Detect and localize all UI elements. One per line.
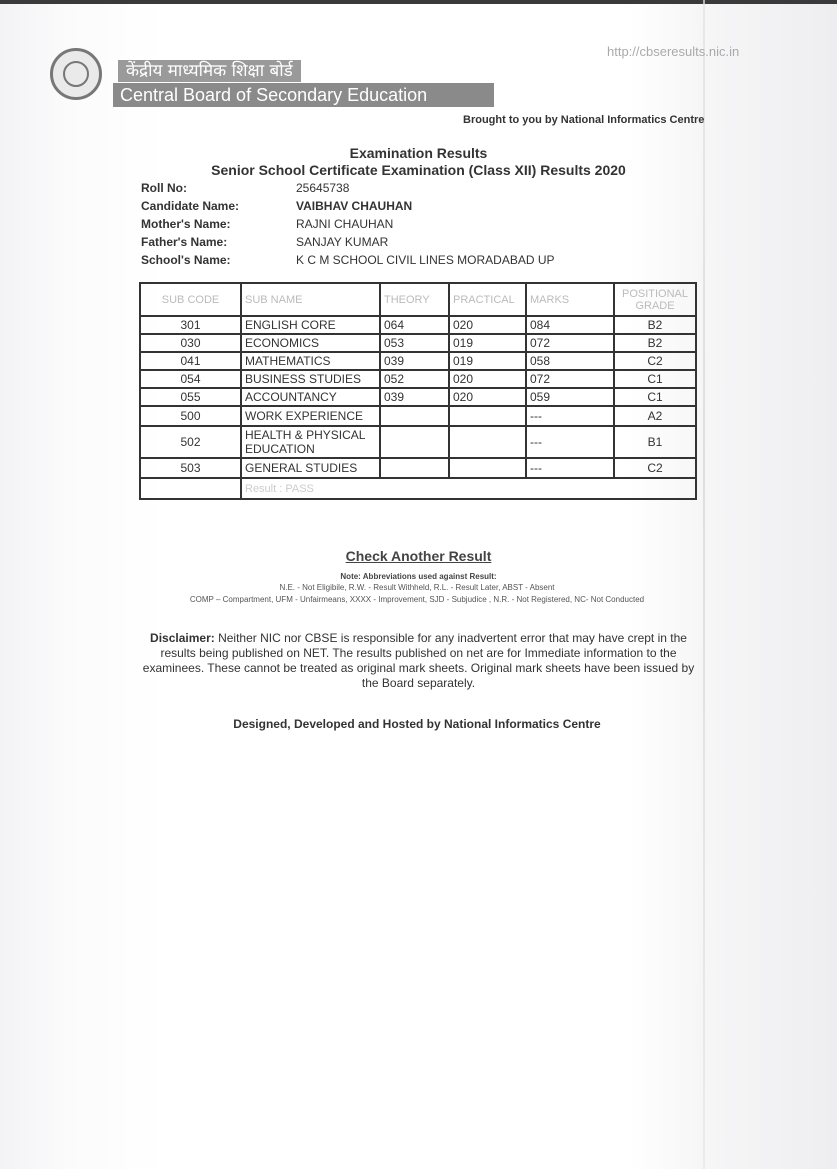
cell-grade: B2	[614, 316, 696, 334]
disclaimer-label: Disclaimer:	[150, 631, 215, 645]
cell-sub-code: 500	[140, 406, 241, 426]
cell-theory: 064	[380, 316, 449, 334]
cell-theory: 039	[380, 388, 449, 406]
header-marks: MARKS	[526, 283, 614, 316]
abbreviation-note-line-1: N.E. - Not Eligibile, R.W. - Result Withheld, R.L. - Result Later, ABST - Absent	[279, 583, 555, 592]
check-another-result-container	[0, 548, 837, 564]
board-name-english: Central Board of Secondary Education	[113, 83, 494, 107]
cell-sub-code: 030	[140, 334, 241, 352]
table-row	[140, 316, 696, 334]
table-row	[140, 370, 696, 388]
cell-marks: 072	[526, 334, 614, 352]
cell-practical: 019	[449, 352, 526, 370]
table-row	[140, 458, 696, 478]
cell-practical: 019	[449, 334, 526, 352]
cell-practical	[449, 458, 526, 478]
cell-sub-code: 054	[140, 370, 241, 388]
table-row	[140, 334, 696, 352]
logo-emblem	[63, 61, 89, 87]
cell-theory	[380, 406, 449, 426]
cell-grade: C2	[614, 458, 696, 478]
cell-theory	[380, 426, 449, 458]
cell-grade: C1	[614, 388, 696, 406]
cell-grade: B2	[614, 334, 696, 352]
table-row	[140, 426, 696, 458]
cell-sub-name: ACCOUNTANCY	[241, 388, 380, 406]
cell-marks: ---	[526, 426, 614, 458]
marks-table	[139, 282, 697, 500]
cell-practical	[449, 426, 526, 458]
page-title: Examination Results	[349, 145, 488, 161]
cell-theory: 039	[380, 352, 449, 370]
info-value: RAJNI CHAUHAN	[296, 217, 394, 231]
disclaimer-text: Neither NIC nor CBSE is responsible for any inadvertent error that may have crept in the results being published on NET. The results published on net are for Immediate information to the examinees. These cannot be treated as original mark sheets. Original mark sheets have been issued by the Board separately.	[142, 631, 695, 690]
header-sub-name: SUB NAME	[241, 283, 380, 316]
cell-sub-name: HEALTH & PHYSICAL EDUCATION	[241, 426, 380, 458]
cell-marks: 072	[526, 370, 614, 388]
cell-sub-code: 502	[140, 426, 241, 458]
cell-sub-name: WORK EXPERIENCE	[241, 406, 380, 426]
table-header-row	[140, 283, 696, 316]
cell-sub-name: ENGLISH CORE	[241, 316, 380, 334]
info-label: Roll No:	[141, 181, 187, 195]
result-status: Result : PASS	[241, 478, 696, 499]
info-label: Father's Name:	[141, 235, 228, 249]
cell-grade: A2	[614, 406, 696, 426]
cell-marks: ---	[526, 458, 614, 478]
cell-practical	[449, 406, 526, 426]
result-empty-cell	[140, 478, 241, 499]
cell-practical: 020	[449, 388, 526, 406]
cell-sub-name: BUSINESS STUDIES	[241, 370, 380, 388]
cell-grade: C1	[614, 370, 696, 388]
cell-practical: 020	[449, 370, 526, 388]
info-value: 25645738	[296, 181, 350, 195]
header-sub-code: SUB CODE	[140, 283, 241, 316]
header-practical: PRACTICAL	[449, 283, 526, 316]
info-value: SANJAY KUMAR	[296, 235, 389, 249]
cell-sub-code: 503	[140, 458, 241, 478]
cell-theory: 053	[380, 334, 449, 352]
cell-marks: 084	[526, 316, 614, 334]
header-grade: POSITIONAL GRADE	[614, 283, 696, 316]
cell-practical: 020	[449, 316, 526, 334]
abbreviation-note-line-2: COMP – Compartment, UFM - Unfairmeans, XXXX - Improvement, SJD - Subjudice , N.R. - Not Registered, NC- Not Conducted	[189, 595, 645, 604]
cell-marks: ---	[526, 406, 614, 426]
header-theory: THEORY	[380, 283, 449, 316]
table-row	[140, 352, 696, 370]
scan-top-edge	[0, 0, 837, 4]
cell-sub-code: 301	[140, 316, 241, 334]
cell-sub-name: ECONOMICS	[241, 334, 380, 352]
disclaimer	[141, 631, 696, 691]
info-value: VAIBHAV CHAUHAN	[296, 199, 413, 213]
result-row	[140, 478, 696, 499]
cell-sub-code: 055	[140, 388, 241, 406]
cell-grade: C2	[614, 352, 696, 370]
cell-grade: B1	[614, 426, 696, 458]
cell-theory: 052	[380, 370, 449, 388]
cbse-logo-icon	[50, 48, 102, 100]
info-label: Candidate Name:	[141, 199, 240, 213]
cell-marks: 059	[526, 388, 614, 406]
cell-sub-name: GENERAL STUDIES	[241, 458, 380, 478]
table-row	[140, 406, 696, 426]
abbreviation-note-title: Note: Abbreviations used against Result:	[340, 572, 497, 581]
cell-theory	[380, 458, 449, 478]
footer-credit: Designed, Developed and Hosted by National Informatics Centre	[233, 717, 601, 731]
cell-sub-code: 041	[140, 352, 241, 370]
brought-by-text: Brought to you by National Informatics Centre	[463, 114, 705, 126]
info-value: K C M SCHOOL CIVIL LINES MORADABAD UP	[296, 253, 555, 267]
exam-title: Senior School Certificate Examination (Class XII) Results 2020	[211, 162, 626, 178]
info-label: School's Name:	[141, 253, 231, 267]
site-url: http://cbseresults.nic.in	[607, 44, 740, 59]
cell-marks: 058	[526, 352, 614, 370]
table-row	[140, 388, 696, 406]
cell-sub-name: MATHEMATICS	[241, 352, 380, 370]
info-label: Mother's Name:	[141, 217, 231, 231]
check-another-result-link[interactable]: Check Another Result	[345, 548, 492, 564]
board-name-hindi: केंद्रीय माध्यमिक शिक्षा बोर्ड	[118, 60, 301, 82]
